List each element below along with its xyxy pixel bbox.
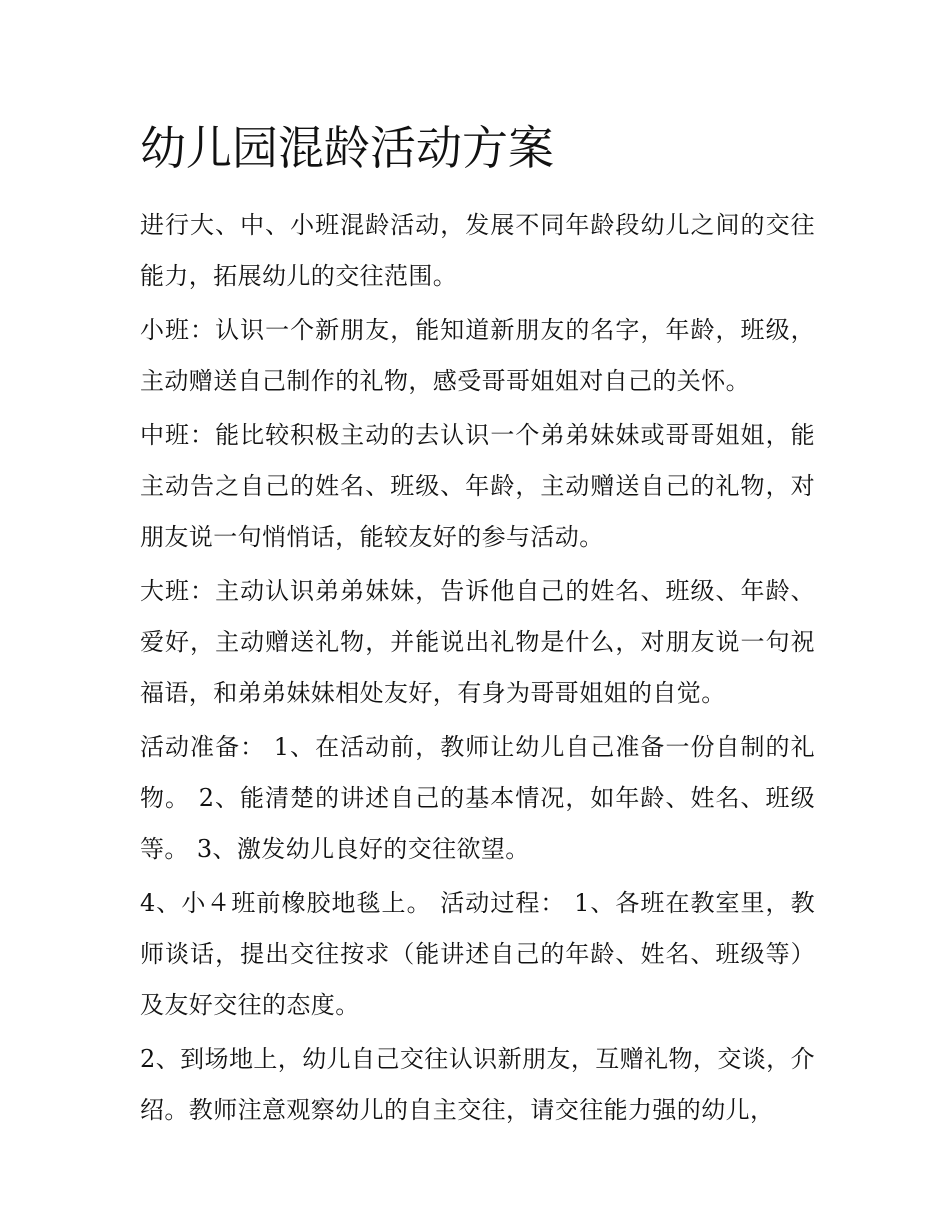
paragraph-middle-class: 中班：能比较积极主动的去认识一个弟弟妹妹或哥哥姐姐，能主动告之自己的姓名、班级、年龄，主动赠送自己的礼物，对朋友说一句悄悄话，能较友好的参与活动。 [140, 421, 815, 551]
paragraph-preparation: 活动准备： 1、在活动前，教师让幼儿自己准备一份自制的礼物。 2、能清楚的讲述自己的基本情况，如年龄、姓名、班级等。 3、激发幼儿良好的交往欲望。 [140, 733, 815, 863]
paragraph-process-1: 4、小４班前橡胶地毯上。 活动过程： 1、各班在教室里，教师谈话，提出交往按求（能讲述自己的年龄、姓名、班级等）及友好交往的态度。 [140, 889, 815, 1019]
paragraph-small-class: 小班：认识一个新朋友，能知道新朋友的名字，年龄，班级，主动赠送自己制作的礼物，感受哥哥姐姐对自己的关怀。 [140, 316, 815, 395]
document-body [140, 200, 815, 1139]
paragraph-big-class: 大班：主动认识弟弟妹妹，告诉他自己的姓名、班级、年龄、爱好，主动赠送礼物，并能说出礼物是什么，对朋友说一句祝福语，和弟弟妹妹相处友好，有身为哥哥姐姐的自觉。 [140, 577, 815, 707]
paragraph-intro: 进行大、中、小班混龄活动，发展不同年龄段幼儿之间的交往能力，拓展幼儿的交往范围。 [140, 211, 815, 290]
document-title: 幼儿园混龄活动方案 [140, 121, 554, 175]
paragraph-process-2: 2、到场地上，幼儿自己交往认识新朋友，互赠礼物，交谈，介绍。教师注意观察幼儿的自主交往，请交往能力强的幼儿， [140, 1045, 815, 1124]
